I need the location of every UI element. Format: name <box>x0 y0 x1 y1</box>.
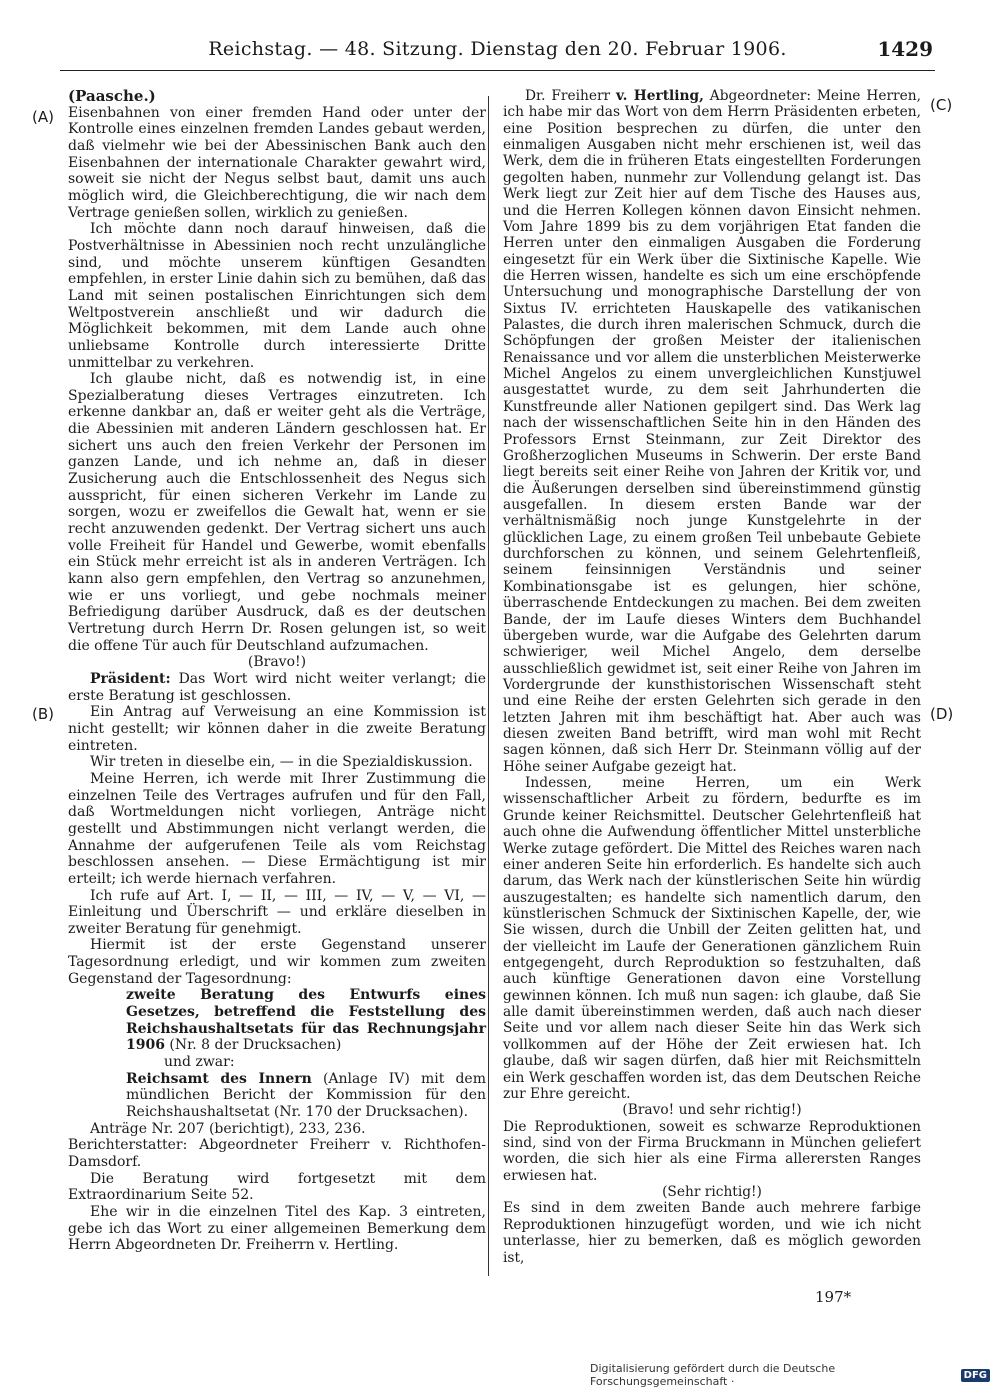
president-paragraph <box>68 671 486 704</box>
right-column <box>503 88 921 1266</box>
paragraph: Hiermit ist der erste Gegenstand unserer Tagesordnung erledigt, und wir kommen zum zweiten Gegenstand der Tagesordnung: <box>68 937 486 987</box>
paragraph: Berichterstatter: Abgeordneter Freiherr v. Richthofen-Damsdorf. <box>68 1137 486 1170</box>
paragraph: Meine Herren, ich werde mit Ihrer Zustimmung die einzelnen Teile des Vertrages aufrufen und für den Fall, daß Wortmeldungen nicht vorliegen, Anträge nicht gestellt und Abstimmungen nicht verlangt werden, die Annahme der aufgerufenen Teile als vom Reichstag beschlossen ansehen. — Diese Ermächtigung ist mir erteilt; ich werde hiernach verfahren. <box>68 770 486 887</box>
paragraph: Wir treten in dieselbe ein, — in die Spezialdiskussion. <box>90 754 473 771</box>
agenda-subitem-title: Reichsamt des Innern <box>126 1070 312 1087</box>
margin-marker-a: (A) <box>32 108 54 126</box>
paragraph: Ich glaube nicht, daß es notwendig ist, in eine Spezialberatung dieses Vertrages einzutreten. Ich erkenne dankbar an, daß er weiter geht als die Verträge, die Abessinien mit anderen Ländern geschlossen hat. Er sichert uns auch den freien Verkehr der Personen im ganzen Lande, und ich nehme an, daß in dieser Zusicherung auch die Entschlossenheit des Negus sich ausspricht, für einen sicheren Verkehr im Lande zu sorgen, wozu er zweifellos die Gewalt hat, wenn er sie recht anzuwenden gedenkt. Der Vertrag sichert uns auch volle Freiheit für Handel und Gewerbe, womit ebenfalls ein Stück mehr erreicht ist als in anderen Verträgen. Ich kann also gern empfehlen, den Vertrag so anzunehmen, wie er uns vorliegt, und gebe nochmals meiner Befriedigung darüber Ausdruck, daß es der deutschen Vertretung durch Herrn Dr. Rosen gelungen ist, so weit die offene Tür auch für Deutschland aufzumachen. <box>68 371 486 654</box>
left-column <box>68 88 486 1254</box>
paragraph-text: Das Wort wird nicht weiter verlangt; die erste Beratung ist geschlossen. <box>68 670 486 704</box>
paragraph: Die Reproduktionen, soweit es schwarze Reproduktionen sind, sind von der Firma Bruckmann in München geliefert worden, die sich hier als eine Firma allerersten Ranges erwiesen hat. <box>503 1118 921 1184</box>
interjection: (Bravo!) <box>247 654 307 671</box>
page-number: 1429 <box>877 37 933 61</box>
agenda-und-zwar: und zwar: <box>164 1054 235 1071</box>
speech-paragraph <box>503 88 921 775</box>
paragraph: Die Beratung wird fortgesetzt mit dem Extraordinarium Seite 52. <box>68 1170 486 1204</box>
paragraph: Anträge Nr. 207 (berichtigt), 233, 236. <box>90 1120 366 1137</box>
dfg-logo-icon: DFG <box>961 1369 990 1382</box>
margin-marker-d: (D) <box>930 705 954 723</box>
speaker-continued: (Paasche.) <box>68 87 156 105</box>
agenda-item-ref: (Nr. 8 der Drucksachen) <box>164 1037 342 1054</box>
paragraph: Eisenbahnen von einer fremden Hand oder unter der Kontrolle eines einzelnen fremden Landes gebaut werden, daß vielmehr wie bei der Abessinischen Bank auch den Eisenbahnen der internationale Charakter gewahrt wird, soweit sie nicht der Negus selbst baut, damit uns auch möglich wird, die Gleichberechtigung, die wir nach dem Vertrage genießen sollen, wirklich zu genießen. <box>68 104 486 221</box>
paragraph: Indessen, meine Herren, um ein Werk wissenschaftlicher Arbeit zu fördern, bedurfte es im Grunde keiner Reichsmittel. Deutscher Gelehrtenfleiß hat auch ohne die Aufwendung öffentlicher Mittel unsterbliche Werke zutage gefördert. Die Mittel des Reiches waren nach einer anderen Seite hin erforderlich. Es handelte sich auch darum, das Werk nach der künstlerischen Seite hin würdig auszugestalten; es handelte sich namentlich darum, den künstlerischen Schmuck der Sixtinischen Kapelle, der, wie Sie wissen, durch die Unbill der Zeiten gelitten hat, und der vielleicht im Laufe der Generationen gänzlichem Ruin entgegengeht, durch Reproduktion so festzuhalten, daß auch künftige Generationen davon eine Vorstellung gewinnen können. Ich muß nun sagen: ich glaube, daß Sie alle damit übereinstimmen werden, daß auch nach dieser Seite und vor allem nach dieser Seite hin das Werk sich vollkommen auf der Höhe der Zeit erwiesen hat. Ich glaube, daß wir sagen dürfen, daß hier mit Reichsmitteln ein Werk geschaffen worden ist, das dem Deutschen Reiche zur Ehre gereicht. <box>503 775 921 1102</box>
agenda-subitem-text: (Anlage IV) mit dem mündlichen Bericht der Kommission für den Reichshaushaltsetat (Nr. 170 der Drucksachen). <box>126 1070 486 1121</box>
agenda-item <box>126 987 486 1054</box>
paragraph: Ehe wir in die einzelnen Titel des Kap. 3 eintreten, gebe ich das Wort zu einer allgemeinen Bemerkung dem Herrn Abgeordneten Dr. Freiherrn v. Hertling. <box>68 1203 486 1254</box>
signature-mark: 197* <box>815 1288 852 1306</box>
paragraph: Es sind in dem zweiten Bande auch mehrere farbige Reproduktionen hinzugefügt worden, und wie ich nicht unterlasse, hier zu bemerken, daß es möglich geworden ist, <box>503 1200 921 1266</box>
agenda-subitem <box>126 1071 486 1121</box>
credit-text: Digitalisierung gefördert durch die Deutsche Forschungsgemeinschaft · <box>590 1362 836 1388</box>
margin-marker-b: (B) <box>32 705 54 723</box>
interjection: (Bravo! und sehr richtig!) <box>622 1102 802 1119</box>
paragraph: Ich rufe auf Art. I, — II, — III, — IV, — V, — VI, — Einleitung und Überschrift — und erkläre dieselben in zweiter Beratung für genehmigt. <box>68 887 486 937</box>
speaker-label: Präsident: <box>90 670 171 687</box>
interjection: (Sehr richtig!) <box>662 1184 762 1201</box>
margin-marker-c: (C) <box>930 96 953 114</box>
agenda-item-title: zweite Beratung des Entwurfs eines Gesetzes, betreffend die Feststellung des Reichshaushaltsetats für das Rechnungsjahr 1906 <box>126 987 486 1054</box>
running-header <box>60 36 935 71</box>
paragraph: Ein Antrag auf Verweisung an eine Kommission ist nicht gestellt; wir können daher in die zweite Beratung eintreten. <box>68 704 486 754</box>
speaker-name: v. Hertling, <box>616 88 704 104</box>
header-title: Reichstag. — 48. Sitzung. Dienstag den 20. Februar 1906. <box>208 38 787 60</box>
paragraph-text: Abgeordneter: Meine Herren, ich habe mir das Wort von dem Herrn Präsidenten erbeten, eine Position besprechen zu dürfen, die unter den einmaligen Ausgaben nicht mehr erschienen ist, weil das Werk, dem die in früheren Etats eingestellten Forderungen gegolten haben, nunmehr zur Vollendung gelangt ist. Das Werk liegt zur Zeit hier auf dem Tische des Hauses aus, und die Herren Kollegen können davon Einsicht nehmen. Vom Jahre 1899 bis zu dem vorjährigen Etat fanden die Herren unter den einmaligen Ausgaben die Forderung eingesetzt für ein Werk über die Sixtinische Kapelle. Wie die Herren wissen, handelte es sich um eine erschöpfende Untersuchung und monographische Darstellung der von Sixtus IV. errichteten Hauskapelle des vatikanischen Palastes, die durch ihren malerischen Schmuck, durch die Schöpfungen der großen Meister der italienischen Renaissance und vor allem die unsterblichen Meisterwerke Michel Angelos zu einem unvergleichlichen Kunstjuwel ausgestattet wurde, zu dem seit Jahrhunderten die Kunstfreunde aller Nationen gepilgert sind. Das Werk lag nach der wissenschaftlichen Seite hin in den Händen des Professors Ernst Steinmann, zur Zeit Direktor des Großherzoglichen Museums in Schwerin. Der erste Band liegt bereits seit einer Reihe von Jahren der Kritik vor, und die Äußerungen derselben sind übereinstimmend günstig ausgefallen. In diesem ersten Bande war der verhältnismäßig noch junge Kunstgelehrte in der glücklichen Lage, zu einem großen Teil unbebaute Gebiete durchforschen zu können, und seinem Gelehrtenfleiß, seinem feinsinnigen Verständnis und seiner Kombinationsgabe ist es gelungen, hier schöne, überraschende Entdeckungen zu machen. Bei dem zweiten Bande, der im Laufe dieses Winters dem Buchhandel übergeben wurde, war die Aufgabe des Gelehrten darum schwieriger, weil Michel Angelo, dem derselbe ausschließlich gewidmet ist, seit einer Reihe von Jahren im Vordergrunde der kunsthistorischen Wissenschaft steht und eine Reihe der ersten Gelehrten sich gerade in den letzten Jahren mit ihm beschäftigt hat. Aber auch was diesen zweiten Band betrifft, wird man wohl mit Recht sagen können, daß sich Herr Dr. Steinmann völlig auf der Höhe seiner Aufgabe gezeigt hat. <box>503 88 921 775</box>
paragraph: Ich möchte dann noch darauf hinweisen, daß die Postverhältnisse in Abessinien noch recht unzulängliche sind, und möchte unserem künftigen Gesandten empfehlen, in erster Linie dahin sich zu bemühen, daß das Land mit seinen postalischen Einrichtungen sich dem Weltpostverein anschließt und wir dadurch die Möglichkeit bekommen, mit dem Lande auch ohne unliebsame Kontrolle durch interessierte Dritte unmittelbar zu verkehren. <box>68 221 486 371</box>
column-divider <box>488 96 489 1276</box>
speaker-prefix: Dr. Freiherr <box>525 88 617 104</box>
digitization-credit <box>590 1362 990 1388</box>
